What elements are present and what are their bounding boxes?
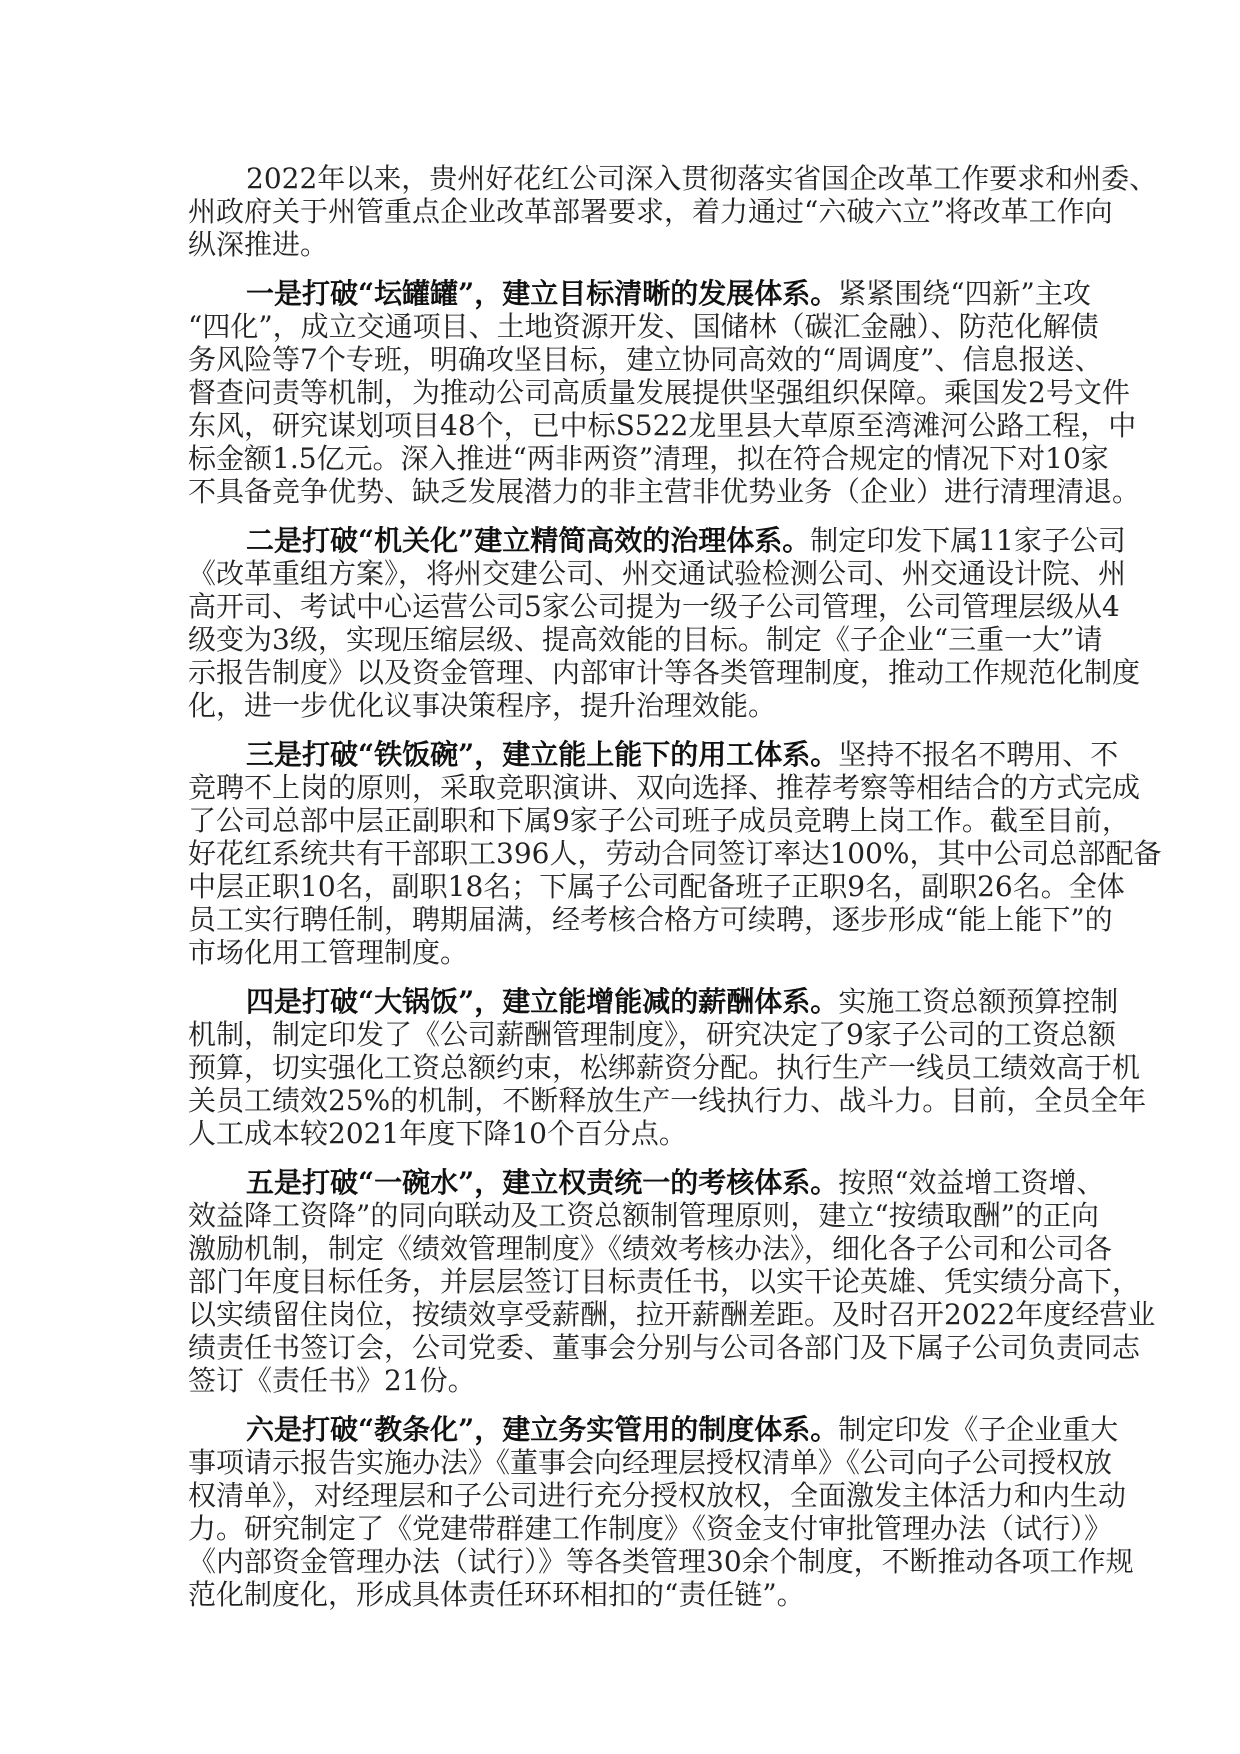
line-text: 力。研究制定了《党建带群建工作制度》《资金支付审批管理办法（试行）》 xyxy=(188,1512,1113,1545)
line-text: 标金额1.5亿元。深入推进“两非两资”清理，拟在符合规定的情况下对10家 xyxy=(188,442,1109,475)
line-text: 化，进一步优化议事决策程序，提升治理效能。 xyxy=(188,689,777,722)
line-text: 员工实行聘任制，聘期届满，经考核合格方可续聘，逐步形成“能上能下”的 xyxy=(188,903,1113,936)
line-text: 市场化用工管理制度。 xyxy=(188,936,469,969)
text-line xyxy=(188,409,1137,442)
text-line xyxy=(188,590,1120,623)
text-line xyxy=(188,985,1119,1018)
line-text: 东风，研究谋划项目48个，已中标S522龙里县大草原至湾滩河公路工程，中 xyxy=(188,409,1137,442)
text-line xyxy=(188,738,1119,771)
line-text: “四化”，成立交通项目、土地资源开发、国储林（碳汇金融）、防范化解债 xyxy=(188,310,1099,343)
line-text: 范化制度化，形成具体责任环环相扣的“责任链”。 xyxy=(188,1578,805,1611)
line-text: 了公司总部中层正副职和下属9家子公司班子成员竞聘上岗工作。截至目前， xyxy=(188,804,1130,837)
text-line xyxy=(188,1364,1054,1397)
line-text: 级变为3级，实现压缩层级、提高效能的目标。制定《子企业“三重一大”请 xyxy=(188,623,1103,656)
line-text: 制定印发下属11家子公司 xyxy=(810,524,1126,557)
line-text: 《改革重组方案》，将州交建公司、州交通试验检测公司、州交通设计院、州 xyxy=(188,557,1127,590)
line-text: 关员工绩效25%的机制，不断释放生产一线执行力、战斗力。目前，全员全年 xyxy=(188,1084,1147,1117)
line-text: 实施工资总额预算控制 xyxy=(838,985,1119,1018)
text-line xyxy=(188,195,1113,228)
line-text: 部门年度目标任务，并层层签订目标责任书，以实干论英雄、凭实绩分高下， xyxy=(188,1265,1141,1298)
paragraph-heading: 三是打破“铁饭碗”，建立能上能下的用工体系。 xyxy=(246,738,839,771)
text-line xyxy=(188,1117,1054,1150)
text-line xyxy=(188,689,1054,722)
text-line xyxy=(188,1199,1099,1232)
paragraph-6 xyxy=(188,1166,1156,1397)
text-line xyxy=(188,936,1054,969)
paragraph-heading: 五是打破“一碗水”，建立权责统一的考核体系。 xyxy=(246,1166,839,1199)
text-line xyxy=(188,623,1103,656)
paragraph-heading: 二是打破“机关化”建立精简高效的治理体系。 xyxy=(246,524,811,557)
line-text: 高开司、考试中心运营公司5家公司提为一级子公司管理，公司管理层级从4 xyxy=(188,590,1120,623)
text-line xyxy=(188,228,1054,261)
paragraph-heading: 四是打破“大锅饭”，建立能增能减的薪酬体系。 xyxy=(246,985,839,1018)
line-text: 权清单》，对经理层和子公司进行充分授权放权，全面激发主体活力和内生动 xyxy=(188,1479,1127,1512)
text-line xyxy=(188,162,1158,195)
text-line xyxy=(188,1413,1119,1446)
line-text: 示报告制度》以及资金管理、内部审计等各类管理制度，推动工作规范化制度 xyxy=(188,656,1141,689)
line-text: 按照“效益增工资增、 xyxy=(838,1166,1105,1199)
line-text: 《内部资金管理办法（试行）》等各类管理30余个制度，不断推动各项工作规 xyxy=(188,1545,1134,1578)
document-body xyxy=(188,162,1162,1627)
text-line xyxy=(188,804,1130,837)
paragraph-5 xyxy=(188,985,1147,1150)
text-line xyxy=(188,1512,1113,1545)
paragraph-7 xyxy=(188,1413,1134,1611)
line-text: 中层正职10名，副职18名；下属子公司配备班子正职9名，副职26名。全体 xyxy=(188,870,1125,903)
text-line xyxy=(188,1479,1127,1512)
text-line xyxy=(188,1232,1113,1265)
text-line xyxy=(188,1298,1156,1331)
line-text: 人工成本较2021年度下降10个百分点。 xyxy=(188,1117,687,1150)
line-text: 竞聘不上岗的原则，采取竞职演讲、双向选择、推荐考察等相结合的方式完成 xyxy=(188,771,1141,804)
paragraph-2 xyxy=(188,277,1141,508)
text-line xyxy=(188,837,1162,870)
line-text: 效益降工资降”的同向联动及工资总额制管理原则，建立“按绩取酬”的正向 xyxy=(188,1199,1099,1232)
text-line xyxy=(188,376,1130,409)
text-line xyxy=(188,903,1113,936)
text-line xyxy=(188,1545,1134,1578)
line-text: 不具备竞争优势、缺乏发展潜力的非主营非优势业务（企业）进行清理清退。 xyxy=(188,475,1141,508)
text-line xyxy=(188,343,1103,376)
line-text: 事项请示报告实施办法》《董事会向经理层授权清单》《公司向子公司授权放 xyxy=(188,1446,1113,1479)
text-line xyxy=(188,656,1141,689)
line-text: 督查问责等机制，为推动公司高质量发展提供坚强组织保障。乘国发2号文件 xyxy=(188,376,1130,409)
text-line xyxy=(188,1331,1141,1364)
line-text: 激励机制，制定《绩效管理制度》《绩效考核办法》，细化各子公司和公司各 xyxy=(188,1232,1113,1265)
line-text: 州政府关于州管重点企业改革部署要求，着力通过“六破六立”将改革工作向 xyxy=(188,195,1113,228)
text-line xyxy=(188,870,1125,903)
text-line xyxy=(188,442,1109,475)
paragraph-heading: 六是打破“教条化”，建立务实管用的制度体系。 xyxy=(246,1413,839,1446)
text-line xyxy=(188,1084,1147,1117)
line-text: 务风险等7个专班，明确攻坚目标，建立协同高效的“周调度”、信息报送、 xyxy=(188,343,1103,376)
text-line xyxy=(188,771,1141,804)
line-text: 绩责任书签订会，公司党委、董事会分别与公司各部门及下属子公司负责同志 xyxy=(188,1331,1141,1364)
text-line xyxy=(188,1166,1105,1199)
text-line xyxy=(188,524,1126,557)
text-line xyxy=(188,1265,1141,1298)
line-text: 预算，切实强化工资总额约束，松绑薪资分配。执行生产一线员工绩效高于机 xyxy=(188,1051,1141,1084)
line-text: 坚持不报名不聘用、不 xyxy=(838,738,1119,771)
paragraph-1 xyxy=(188,162,1158,261)
paragraph-heading: 一是打破“坛罐罐”，建立目标清晰的发展体系。 xyxy=(246,277,839,310)
text-line xyxy=(188,1018,1116,1051)
text-line xyxy=(188,475,1141,508)
line-text: 以实绩留住岗位，按绩效享受薪酬，拉开薪酬差距。及时召开2022年度经营业 xyxy=(188,1298,1156,1331)
text-line xyxy=(188,1578,1054,1611)
paragraph-4 xyxy=(188,738,1162,969)
line-text: 机制，制定印发了《公司薪酬管理制度》，研究决定了9家子公司的工资总额 xyxy=(188,1018,1116,1051)
text-line xyxy=(188,1051,1141,1084)
line-text: 紧紧围绕“四新”主攻 xyxy=(838,277,1091,310)
line-text: 签订《责任书》21份。 xyxy=(188,1364,476,1397)
text-line xyxy=(188,557,1127,590)
line-text: 2022年以来，贵州好花红公司深入贯彻落实省国企改革工作要求和州委、 xyxy=(246,162,1158,195)
text-line xyxy=(188,1446,1113,1479)
line-text: 纵深推进。 xyxy=(188,228,329,261)
line-text: 制定印发《子企业重大 xyxy=(838,1413,1119,1446)
text-line xyxy=(188,277,1091,310)
text-line xyxy=(188,310,1099,343)
paragraph-3 xyxy=(188,524,1141,722)
line-text: 好花红系统共有干部职工396人，劳动合同签订率达100%，其中公司总部配备 xyxy=(188,837,1162,870)
